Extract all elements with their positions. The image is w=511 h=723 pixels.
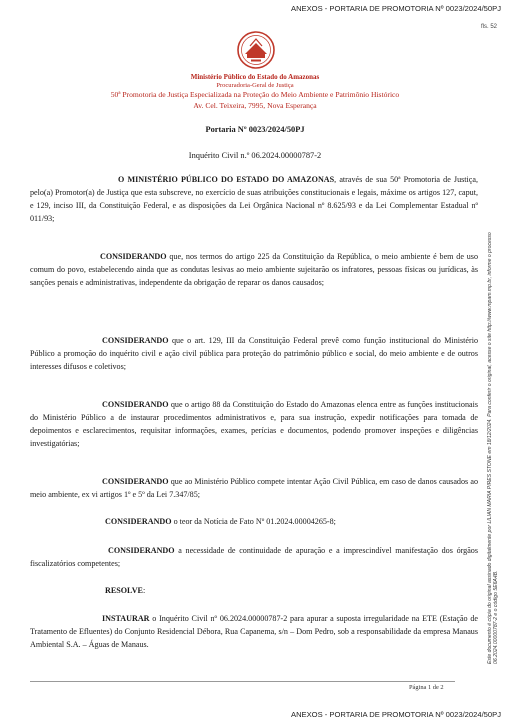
considerando-paragraph: CONSIDERANDO a necessidade de continuidade de apuração e a imprescindível manifestação dos órgãos fiscalizatórios competentes; bbox=[30, 546, 478, 568]
considerando-paragraph: CONSIDERANDO o teor da Notícia de Fato Nº 01.2024.00004265-8; bbox=[105, 517, 336, 526]
preamble-paragraph: O MINISTÉRIO PÚBLICO DO ESTADO DO AMAZONAS, através de sua 50ª Promotoria de Justiça, pelo(a) Promotor(a) de Justiça que esta subscreve, no exercício de suas atribuições constitucionais e legais, máxime os artigos 127, caput, e 129, inciso III, da Constituição Federal, e as disposições da Lei Orgânica Nacional nº 8.625/93 e da Lei Complementar Estadual nº 011/93; bbox=[30, 175, 478, 223]
considerando-paragraph: CONSIDERANDO que ao Ministério Público compete intentar Ação Civil Pública, em caso de danos causados ao meio ambiente, ex vi artigos 1º e 5º da Lei 7.347/85; bbox=[30, 477, 478, 499]
header-doc-label: ANEXOS - PORTARIA DE PROMOTORIA Nº 0023/2024/50PJ bbox=[291, 4, 501, 13]
promotoria-name: 50ª Promotoria de Justiça Especializada na Proteção do Meio Ambiente e Patrimônio Histórico bbox=[110, 90, 400, 99]
considerando-paragraph: CONSIDERANDO que o art. 129, III da Constituição Federal prevê como função institucional do Ministério Público a promoção do inquérito civil e ação civil pública para proteção do patrimônio público e social, do meio ambiente e de outros interesses difusos e coletivos; bbox=[30, 336, 478, 371]
institution-name: Ministério Público do Estado do Amazonas bbox=[190, 73, 320, 81]
inquerito-number: Inquérito Civil n.º 06.2024.00000787-2 bbox=[188, 151, 322, 160]
footer-divider bbox=[30, 681, 455, 682]
resolve-paragraph: RESOLVE: bbox=[105, 586, 146, 595]
preamble-lead: O MINISTÉRIO PÚBLICO DO ESTADO DO AMAZONAS bbox=[118, 175, 335, 184]
page-number: Página 1 de 2 bbox=[409, 684, 444, 691]
page-marker: fls. 52 bbox=[480, 24, 497, 30]
institution-subtitle: Procuradoria-Geral de Justiça bbox=[216, 82, 294, 89]
instaurar-paragraph: INSTAURAR o Inquérito Civil nº 06.2024.00000787-2 para apurar a suposta irregularidade na ETE (Estação de Tratamento de Efluentes) do Conjunto Residencial Débora, Rua Capanema, s/n – Dom Pedro, sob a responsabilidade da empresa Manaus Ambiental S.A. – Águas de Manaus. bbox=[30, 614, 478, 649]
document-title: Portaria Nº 0023/2024/50PJ bbox=[205, 125, 305, 134]
footer-doc-label: ANEXOS - PORTARIA DE PROMOTORIA Nº 0023/2024/50PJ bbox=[291, 710, 501, 719]
institution-seal-logo bbox=[236, 30, 276, 70]
digital-signature-note: Este documento é cópia do original assinado digitalmente por LILIAN MARIA PIRES STONE em 18/12/2024. Para conferir o original, acesse o site http://www.mpam.mp.br, informe o processo 06.2024.00000787-2 e o código 5E6A4B. bbox=[487, 232, 500, 664]
promotoria-address: Av. Cel. Teixeira, 7995, Nova Esperança bbox=[193, 101, 317, 110]
considerando-paragraph: CONSIDERANDO que, nos termos do artigo 225 da Constituição da República, o meio ambiente é bem de uso comum do povo, estabelecendo ainda que as condutas lesivas ao meio ambiente sujeitarão os infratores, pessoas físicas ou jurídicas, às sanções penais e administrativas, independente da obrigação de reparar os danos causados; bbox=[30, 252, 478, 287]
considerando-paragraph: CONSIDERANDO que o artigo 88 da Constituição do Estado do Amazonas elenca entre as funções institucionais do Ministério Público a de instaurar procedimentos administrativos e, para sua instrução, expedir notificações para tomada de depoimentos e esclarecimentos, requisitar informações, exames, perícias e documentos, podendo promover inspeções e diligências investigatórias; bbox=[30, 400, 478, 448]
